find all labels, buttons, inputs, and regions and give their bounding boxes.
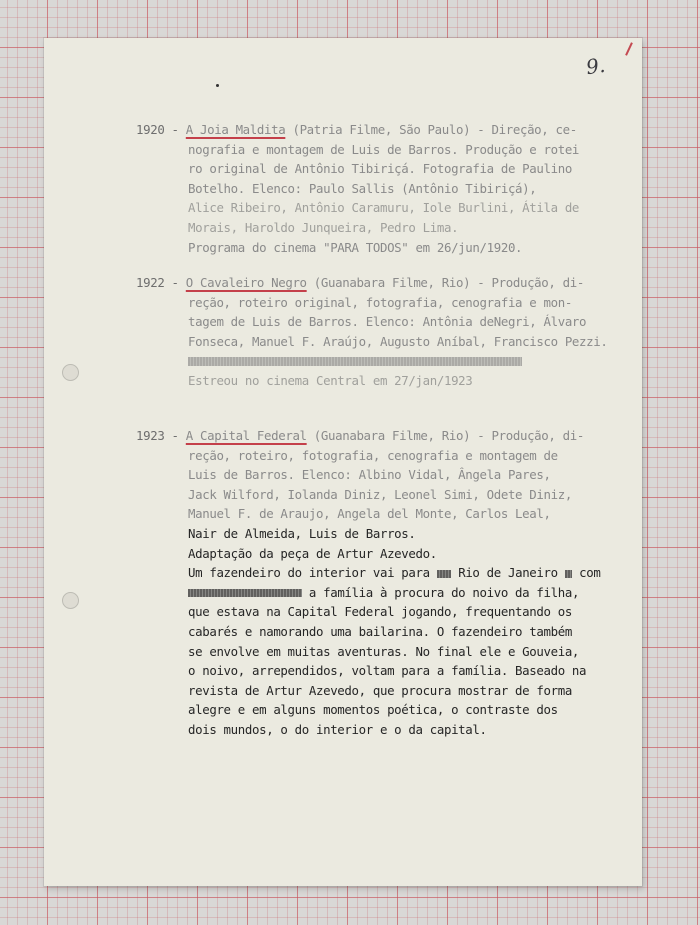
entry-line: reção, roteiro, fotografia, cenografia e montagem de [188, 447, 558, 463]
film-title: A Capital Federal [185, 428, 307, 443]
overtyped-mark [565, 570, 572, 578]
entry-line [136, 426, 600, 446]
entry-line: Fonseca, Manuel F. Araújo, Augusto Aníbal, Francisco Pezzi. [188, 333, 608, 349]
entry-line: Botelho. Elenco: Paulo Sallis (Antônio Tibiriçá), [188, 180, 537, 196]
document-page [44, 38, 642, 886]
entry-line [136, 273, 607, 293]
entry-line: Luis de Barros. Elenco: Albino Vidal, Ângela Pares, [188, 467, 551, 483]
struck-line [136, 351, 607, 371]
entry-line: reção, roteiro original, fotografia, cenografia e mon- [188, 294, 572, 310]
entry-text: (Patria Filme, São Paulo) - Direção, ce- [285, 122, 577, 137]
entry-line: ro original de Antônio Tibiriçá. Fotografia de Paulino [188, 161, 572, 177]
entry-line: dois mundos, o do interior e o da capital. [188, 721, 487, 737]
filmography-entry-1923 [136, 426, 600, 740]
entry-line: Programa do cinema "PARA TODOS" em 26/jun/1920. [188, 239, 523, 255]
entry-line [136, 563, 600, 583]
film-title: O Cavaleiro Negro [185, 275, 307, 290]
entry-year: 1922 - [136, 275, 179, 290]
punch-hole [62, 592, 79, 609]
entry-line: Nair de Almeida, Luis de Barros. [188, 525, 416, 541]
filmography-entry-1922 [136, 273, 607, 391]
struck-through-text [188, 589, 302, 597]
entry-text: (Guanabara Filme, Rio) - Produção, di- [306, 428, 584, 443]
punch-hole [62, 364, 79, 381]
entry-line: o noivo, arrependidos, voltam para a família. Baseado na [188, 663, 587, 679]
entry-line: Jack Wilford, Iolanda Diniz, Leonel Simi, Odete Diniz, [188, 486, 572, 502]
page-number: 9. [584, 52, 607, 80]
struck-through-text [188, 357, 522, 366]
entry-line: Morais, Haroldo Junqueira, Pedro Lima. [188, 219, 459, 235]
entry-line: Adaptação da peça de Artur Azevedo. [188, 545, 437, 561]
entry-line: que estava na Capital Federal jogando, frequentando os [188, 604, 572, 620]
entry-text: Um fazendeiro do interior vai para [188, 565, 430, 581]
entry-line [136, 583, 600, 603]
overtyped-mark [437, 570, 451, 578]
entry-line: cabarés e namorando uma bailarina. O fazendeiro também [188, 623, 572, 639]
corner-pen-mark [625, 42, 633, 56]
entry-year: 1920 - [136, 122, 179, 137]
entry-text: (Guanabara Filme, Rio) - Produção, di- [306, 275, 584, 290]
film-title: A Joia Maldita [185, 122, 286, 137]
entry-text: Rio de Janeiro [451, 565, 558, 581]
entry-text: com [572, 565, 601, 581]
entry-line: alegre e em alguns momentos poética, o contraste dos [188, 702, 558, 718]
entry-year: 1923 - [136, 428, 179, 443]
entry-line: se envolve em muitas aventuras. No final ele e Gouveia, [188, 643, 580, 659]
filmography-entry-1920 [136, 120, 579, 257]
entry-line: tagem de Luis de Barros. Elenco: Antônia deNegri, Álvaro [188, 314, 587, 330]
entry-line [136, 120, 579, 140]
entry-line: revista de Artur Azevedo, que procura mostrar de forma [188, 682, 572, 698]
ink-dot [216, 84, 219, 87]
entry-line: Manuel F. de Araujo, Angela del Monte, Carlos Leal, [188, 506, 551, 522]
entry-text: a família à procura do noivo da filha, [301, 584, 580, 600]
entry-line: nografia e montagem de Luis de Barros. Produção e rotei [188, 141, 580, 157]
entry-line: Alice Ribeiro, Antônio Caramuru, Iole Burlini, Átila de [188, 200, 580, 216]
entry-line: Estreou no cinema Central em 27/jan/1923 [188, 372, 473, 388]
